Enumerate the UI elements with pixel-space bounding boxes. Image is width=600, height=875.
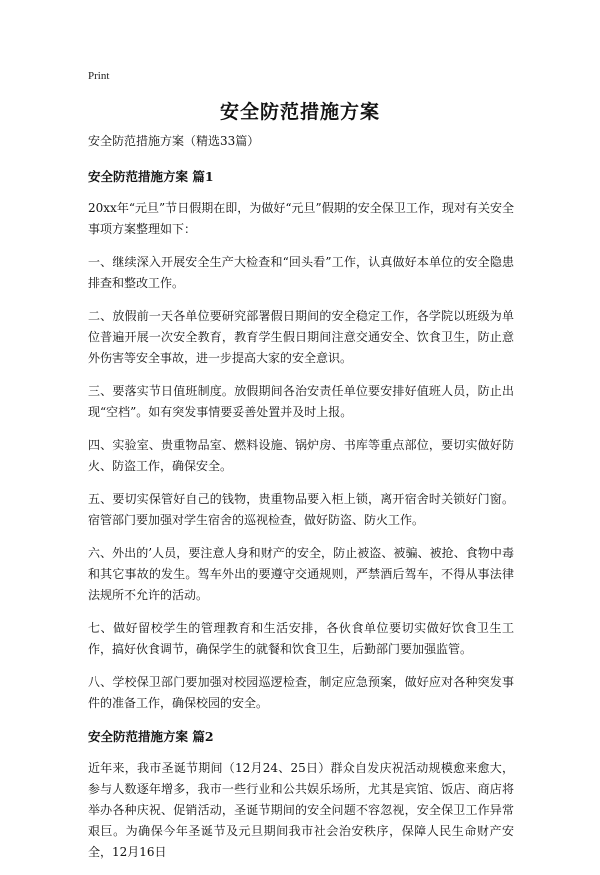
paragraph: 四、实验室、贵重物品室、燃料设施、锅炉房、书库等重点部位，要切实做好防火、防盗工作，确保安全。 xyxy=(88,438,514,473)
document-subtitle: 安全防范措施方案（精选33篇） xyxy=(88,134,260,148)
section-heading-2: 安全防范措施方案 篇2 xyxy=(88,729,214,744)
section-heading-1: 安全防范措施方案 篇1 xyxy=(88,169,214,184)
paragraph: 五、要切实保管好自己的钱物，贵重物品要入柜上锁，离开宿舍时关锁好门窗。宿管部门要加强对学生宿舍的巡视检查，做好防盗、防火工作。 xyxy=(88,492,514,527)
paragraph: 八、学校保卫部门要加强对校园巡逻检查，制定应急预案，做好应对各种突发事件的准备工作，确保校园的安全。 xyxy=(88,675,514,710)
paragraph: 20xx年“元旦”节日假期在即，为做好“元旦”假期的安全保卫工作，现对有关安全事项方案整理如下： xyxy=(88,201,514,236)
paragraph: 近年来，我市圣诞节期间（12月24、25日）群众自发庆祝活动规模愈来愈大，参与人数逐年增多，我市一些行业和公共娱乐场所，尤其是宾馆、饭店、商店将举办各种庆祝、促销活动，圣诞节期间的安全问题不容忽视，安全保卫工作异常艰巨。为确保今年圣诞节及元旦期间我市社会治安秩序，保障人民生命财产安全，12月16日 xyxy=(88,761,514,859)
paragraph: 六、外出的’人员，要注意人身和财产的安全，防止被盗、被骗、被抢、食物中毒和其它事故的发生。驾车外出的要遵守交通规则，严禁酒后驾车，不得从事法律法规所不允许的活动。 xyxy=(88,546,514,602)
paragraph: 一、继续深入开展安全生产大检查和“回头看”工作，认真做好本单位的安全隐患排查和整改工作。 xyxy=(88,255,514,290)
paragraph: 三、要落实节日值班制度。放假期间各治安责任单位要安排好值班人员，防止出现“空档”。如有突发事情要妥善处置并及时上报。 xyxy=(88,384,514,419)
page-title: 安全防范措施方案 xyxy=(219,101,380,123)
paragraph: 二、放假前一天各单位要研究部署假日期间的安全稳定工作，各学院以班级为单位普遍开展一次安全教育，教育学生假日期间注意交通安全、饮食卫生，防止意外伤害等安全事故，进一步提高大家的安全意识。 xyxy=(88,309,514,365)
paragraph: 七、做好留校学生的管理教育和生活安排，各伙食单位要切实做好饮食卫生工作，搞好伙食调节，确保学生的就餐和饮食卫生，后勤部门要加强监管。 xyxy=(88,621,514,656)
document-body xyxy=(88,131,514,875)
print-label[interactable]: Print xyxy=(88,70,110,82)
